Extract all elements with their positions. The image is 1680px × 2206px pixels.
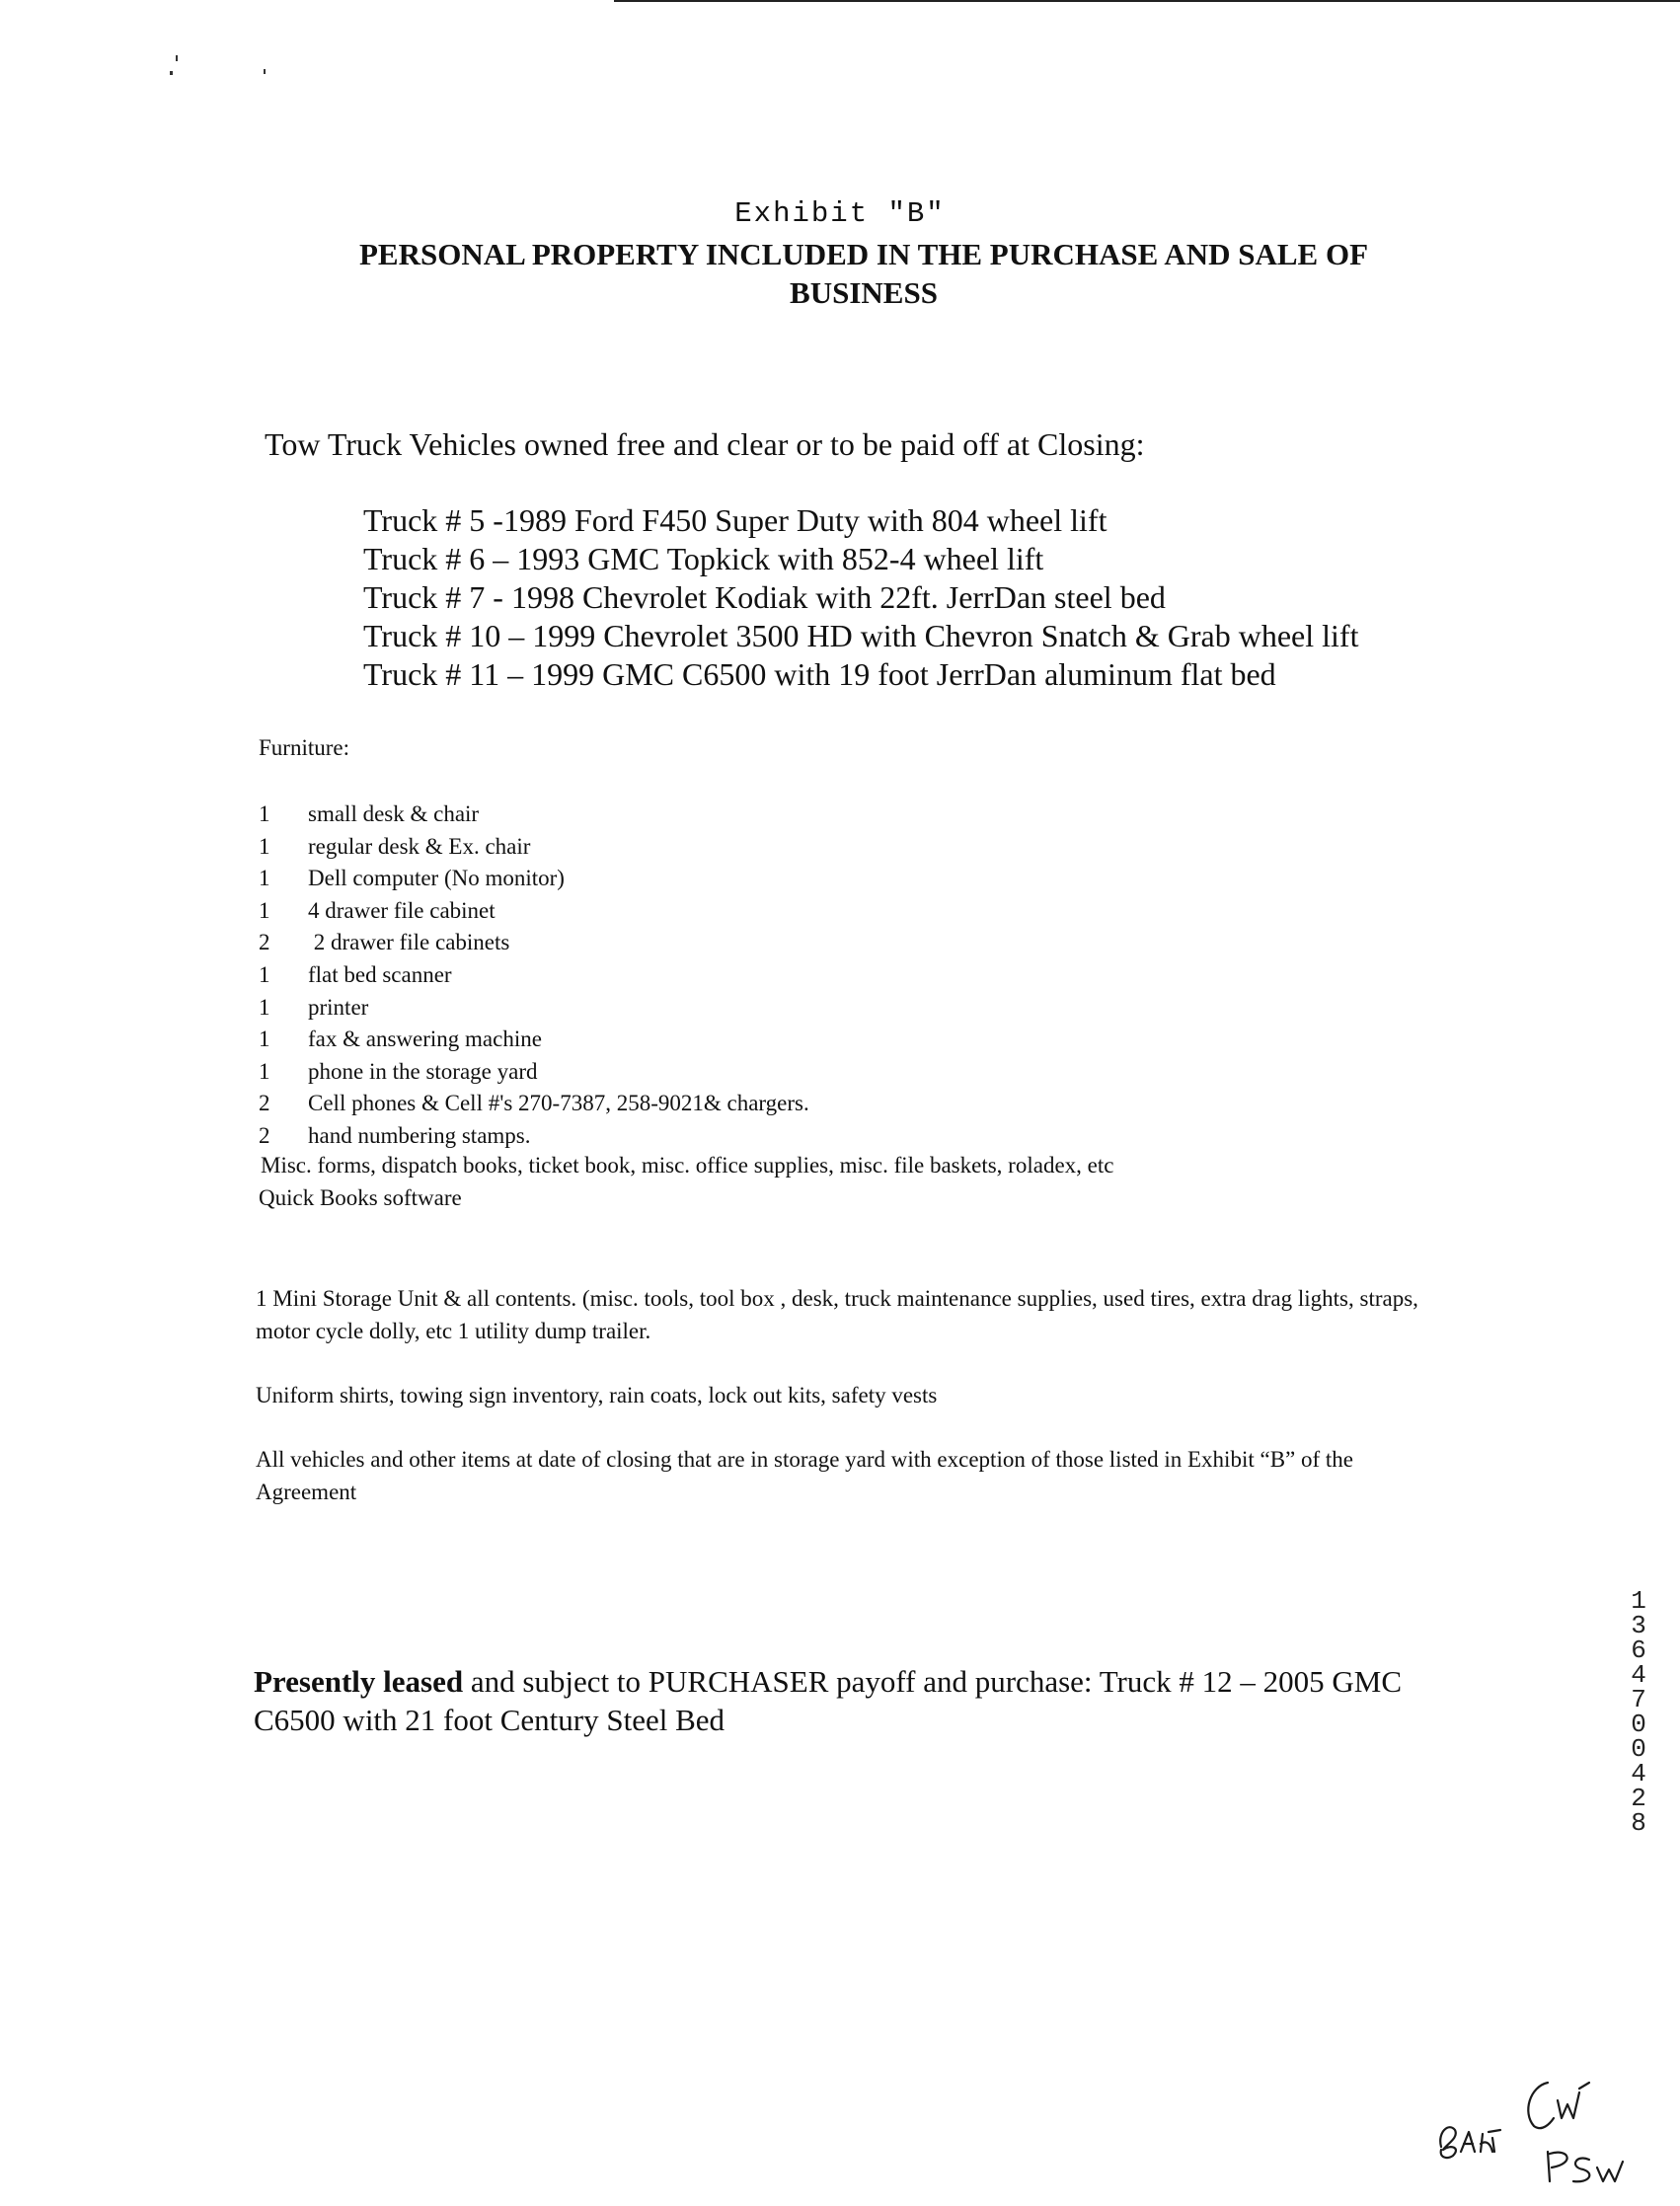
furniture-row bbox=[259, 831, 809, 864]
uniform-paragraph: Uniform shirts, towing sign inventory, rain coats, lock out kits, safety vests bbox=[256, 1383, 938, 1407]
furniture-qty: 2 bbox=[259, 1091, 270, 1116]
furniture-desc: Cell phones & Cell #'s 270-7387, 258-9021& chargers. bbox=[308, 1091, 809, 1116]
furniture-row bbox=[259, 1056, 809, 1089]
scan-speck bbox=[170, 71, 173, 75]
furniture-qty: 1 bbox=[259, 801, 270, 826]
document-title: PERSONAL PROPERTY INCLUDED IN THE PURCHASE AND SALE OF BUSINESS bbox=[358, 237, 1369, 310]
furniture-row bbox=[259, 863, 809, 895]
tow-truck-intro: Tow Truck Vehicles owned free and clear or to be paid off at Closing: bbox=[265, 426, 1145, 462]
furniture-desc: regular desk & Ex. chair bbox=[308, 833, 531, 859]
vehicles-paragraph: All vehicles and other items at date of closing that are in storage yard with exception of those listed in Exhibit “B” of the Agreement bbox=[256, 1447, 1353, 1504]
truck-item: Truck # 7 - 1998 Chevrolet Kodiak with 22ft. JerrDan steel bed bbox=[363, 579, 1166, 615]
top-border-line bbox=[614, 0, 1680, 2]
furniture-row bbox=[259, 1120, 809, 1153]
scan-speck bbox=[264, 69, 266, 74]
bates-stamp-number: 13647 00428 bbox=[1631, 1586, 1646, 1838]
leased-text: and subject to PURCHASER payoff and purchase: Truck # 12 – 2005 GMC C6500 with 21 foot Century Steel Bed bbox=[254, 1664, 1403, 1737]
truck-item: Truck # 11 – 1999 GMC C6500 with 19 foot JerrDan aluminum flat bed bbox=[363, 656, 1276, 692]
leased-label: Presently leased bbox=[254, 1664, 464, 1699]
leased-paragraph bbox=[254, 1662, 1468, 1739]
furniture-row bbox=[259, 959, 809, 992]
truck-item: Truck # 6 – 1993 GMC Topkick with 852-4 wheel lift bbox=[363, 541, 1044, 576]
furniture-qty: 1 bbox=[259, 1027, 270, 1052]
software-item: Quick Books software bbox=[259, 1185, 462, 1210]
furniture-qty: 1 bbox=[259, 897, 270, 923]
furniture-row bbox=[259, 1024, 809, 1056]
furniture-desc: 4 drawer file cabinet bbox=[308, 897, 496, 923]
furniture-desc: hand numbering stamps. bbox=[308, 1122, 531, 1148]
furniture-list bbox=[259, 799, 809, 1153]
truck-item: Truck # 5 -1989 Ford F450 Super Duty with 804 wheel lift bbox=[363, 502, 1107, 538]
furniture-qty: 1 bbox=[259, 961, 270, 987]
furniture-desc: Dell computer (No monitor) bbox=[308, 866, 565, 891]
furniture-desc: printer bbox=[308, 994, 369, 1020]
furniture-desc: small desk & chair bbox=[308, 801, 480, 826]
furniture-row bbox=[259, 927, 809, 959]
truck-item: Truck # 10 – 1999 Chevrolet 3500 HD with Chevron Snatch & Grab wheel lift bbox=[363, 618, 1359, 653]
furniture-row bbox=[259, 895, 809, 928]
misc-items: Misc. forms, dispatch books, ticket book, misc. office supplies, misc. file baskets, roladex, etc bbox=[261, 1153, 1114, 1178]
furniture-heading: Furniture: bbox=[259, 735, 349, 760]
furniture-qty: 2 bbox=[259, 930, 270, 955]
furniture-row bbox=[259, 1088, 809, 1120]
storage-unit-paragraph: 1 Mini Storage Unit & all contents. (misc. tools, tool box , desk, truck maintenance supplies, used tires, extra drag lights, straps, motor cycle dolly, etc 1 utility dump trailer. bbox=[256, 1286, 1418, 1343]
furniture-desc: flat bed scanner bbox=[308, 961, 452, 987]
scan-speck bbox=[176, 55, 178, 61]
furniture-qty: 1 bbox=[259, 833, 270, 859]
furniture-qty: 1 bbox=[259, 1058, 270, 1084]
exhibit-label: Exhibit "B" bbox=[734, 197, 946, 230]
furniture-desc: fax & answering machine bbox=[308, 1027, 542, 1052]
furniture-qty: 2 bbox=[259, 1122, 270, 1148]
truck-list bbox=[363, 501, 1358, 694]
furniture-row bbox=[259, 992, 809, 1025]
furniture-desc: phone in the storage yard bbox=[308, 1058, 538, 1084]
furniture-qty: 1 bbox=[259, 866, 270, 891]
handwritten-initials bbox=[1431, 2053, 1629, 2191]
furniture-row bbox=[259, 799, 809, 831]
furniture-desc: 2 drawer file cabinets bbox=[308, 930, 510, 955]
furniture-qty: 1 bbox=[259, 994, 270, 1020]
